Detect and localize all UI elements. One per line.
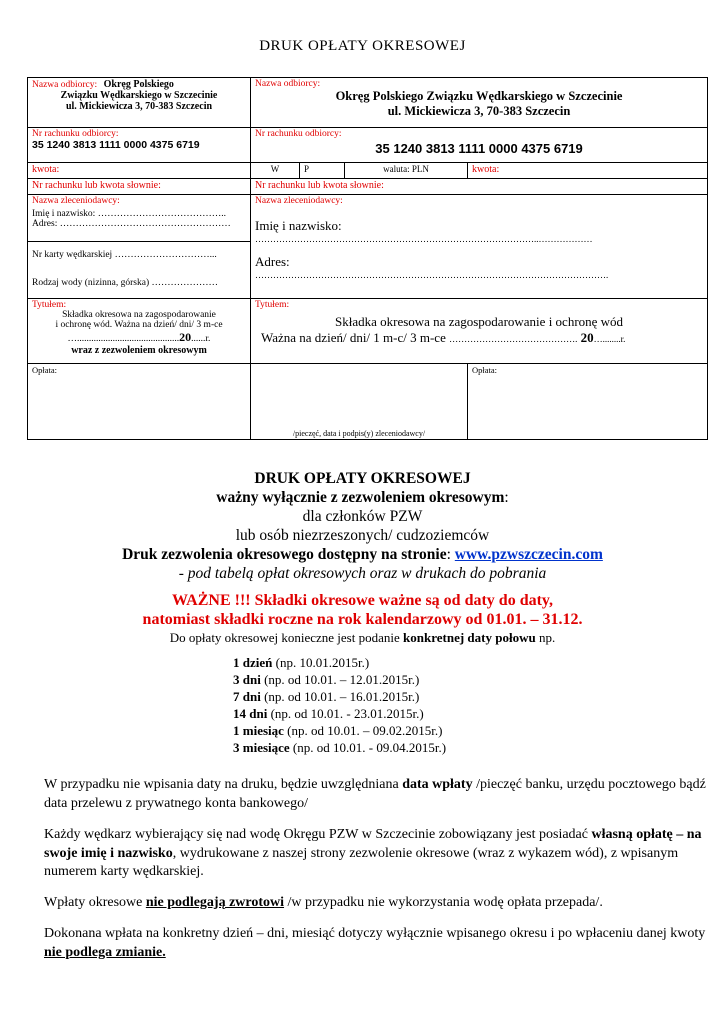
recipient-cell-left	[28, 78, 251, 128]
amount-label: kwota:	[28, 163, 251, 179]
account-cell-left	[28, 128, 251, 163]
address-field[interactable]: ……………………………………………………………………………………………………….	[255, 270, 609, 280]
recipient-label: Nazwa odbiorcy:	[255, 79, 321, 89]
title-label: Tytułem:	[32, 300, 67, 310]
title-line3: …...........................................20......r.	[67, 330, 211, 344]
info-location: - pod tabelą opłat okresowych oraz w drukach do pobrania	[178, 565, 547, 582]
payer-cell-left	[28, 195, 251, 299]
list-item: 3 miesiące (np. od 10.01. - 09.04.2015r.)	[233, 740, 447, 755]
payer-name-field[interactable]: Imię i nazwisko: …………………………………..	[32, 209, 226, 219]
w-field[interactable]: W	[251, 163, 300, 179]
paragraph-payment-date: W przypadku nie wpisania daty na druku, będzie uwzględniana data wpłaty /pieczęć banku, urzędu pocztowego bądź data przelewu z prywatnego konta bankowego/	[44, 777, 706, 811]
account-label: Nr rachunku odbiorcy:	[255, 129, 342, 139]
paragraph-own-fee: Każdy wędkarz wybierający się nad wodę Okręgu PZW w Szczecinie zobowiązany jest posiadać własną opłatę – na swoje imię i nazwisko, wydrukowane z naszej strony zezwolenie okresowe (wraz z wykazem wód), z wpisanym numerem karty wędkarskiej.	[44, 827, 702, 879]
recipient-cell-right	[251, 78, 708, 128]
examples-list	[233, 654, 446, 756]
recipient-label: Nazwa odbiorcy:	[32, 80, 98, 90]
fee-label: Opłata:	[32, 365, 58, 375]
title-line4: wraz z zezwoleniem okresowym	[71, 345, 207, 356]
warning-line2: natomiast składki roczne na rok kalendarzowy od 01.01. – 31.12.	[142, 611, 583, 628]
warning-line1: WAŻNE !!! Składki okresowe ważne są od daty do daty,	[171, 592, 554, 609]
date-note: Do opłaty okresowej konieczne jest podanie konkretnej daty połowu np.	[169, 630, 556, 645]
payer-name-label: Imię i nazwisko:	[255, 218, 342, 233]
info-title: DRUK OPŁATY OKRESOWEJ	[254, 470, 471, 487]
title-line1: Składka okresowa na zagospodarowanie	[62, 310, 216, 320]
info-section	[0, 470, 725, 646]
payer-label: Nazwa zleceniodawcy:	[32, 196, 120, 206]
title-line2: Ważna na dzień/ dni/ 1 m-c/ 3 m-ce ……………………………………. 20…........r.	[261, 330, 626, 345]
list-item: 3 dni (np. od 10.01. – 12.01.2015r.)	[233, 672, 420, 687]
account-cell-right	[251, 128, 708, 163]
fee-cell-right	[468, 364, 708, 440]
payer-label: Nazwa zleceniodawcy:	[255, 196, 343, 206]
payer-name-field[interactable]: …………………………………………………………………………………..………………	[255, 234, 593, 244]
currency-field: waluta: PLN	[345, 163, 468, 179]
stamp-label: /pieczęć, data i podpis(y) zleceniodawcy/	[292, 429, 426, 438]
paragraph-no-change: Dokonana wpłata na konkretny dzień – dni, miesiąć dotyczy wyłącznie wpisanego okresu i po wpłaceniu danej kwoty nie podlega zmianie.	[44, 926, 706, 960]
info-download: Druk zezwolenia okresowego dostępny na stronie: www.pzwszczecin.com	[122, 546, 603, 563]
amount-field[interactable]: kwota:	[468, 163, 708, 179]
list-item: 7 dni (np. od 10.01. – 16.01.2015r.)	[233, 689, 420, 704]
payment-form	[27, 77, 708, 440]
account-words-field[interactable]: Nr rachunku lub kwota słownie:	[251, 179, 708, 195]
recipient-name-line2: Związku Wędkarskiego w Szczecinie	[60, 90, 218, 101]
account-label: Nr rachunku odbiorcy:	[32, 129, 119, 139]
payer-cell-right	[251, 195, 708, 299]
document-title: DRUK OPŁATY OKRESOWEJ	[259, 38, 466, 54]
info-validity: ważny wyłącznie z zezwoleniem okresowym:	[216, 489, 509, 506]
account-number: 35 1240 3813 1111 0000 4375 6719	[375, 141, 583, 156]
info-non-members: lub osób niezrzeszonych/ cudzoziemców	[235, 527, 490, 544]
account-words-label: Nr rachunku lub kwota słownie:	[28, 179, 251, 195]
recipient-name-line1: Okręg Polskiego	[103, 79, 174, 90]
license-card-field[interactable]: Nr karty wędkarskiej …………………………...	[32, 250, 217, 260]
website-link[interactable]: www.pzwszczecin.com	[454, 546, 603, 563]
paragraph-no-refund: Wpłaty okresowe nie podlegają zwrotowi /w przypadku nie wykorzystania wodę opłata przepada/.	[44, 895, 603, 910]
water-type-field[interactable]: Rodzaj wody (nizinna, górska) …………………	[32, 278, 219, 288]
title-line1: Składka okresowa na zagospodarowanie i ochronę wód	[334, 314, 624, 329]
p-field[interactable]: P	[300, 163, 345, 179]
title-label: Tytułem:	[255, 300, 290, 310]
account-number: 35 1240 3813 1111 0000 4375 6719	[32, 139, 200, 151]
title-line2: i ochronę wód. Ważna na dzień/ dni/ 3 m-ce	[55, 320, 223, 330]
fee-cell-left	[28, 364, 251, 440]
recipient-address: ul. Mickiewicza 3, 70-383 Szczecin	[387, 104, 571, 118]
payer-address-field[interactable]: Adres: ………………………………………………	[32, 219, 231, 229]
list-item: 1 miesiąc (np. od 10.01. – 09.02.2015r.)	[233, 723, 443, 738]
list-item: 1 dzień (np. 10.01.2015r.)	[233, 655, 370, 670]
title-cell-right	[251, 299, 708, 364]
stamp-cell[interactable]	[251, 364, 468, 440]
recipient-address: ul. Mickiewicza 3, 70-383 Szczecin	[65, 101, 213, 112]
list-item: 14 dni (np. od 10.01. - 23.01.2015r.)	[233, 706, 424, 721]
info-members: dla członków PZW	[302, 508, 423, 525]
fee-label: Opłata:	[472, 365, 498, 375]
title-cell-left	[28, 299, 251, 364]
recipient-name: Okręg Polskiego Związku Wędkarskiego w Szczecinie	[335, 89, 623, 103]
address-label: Adres:	[255, 254, 290, 269]
